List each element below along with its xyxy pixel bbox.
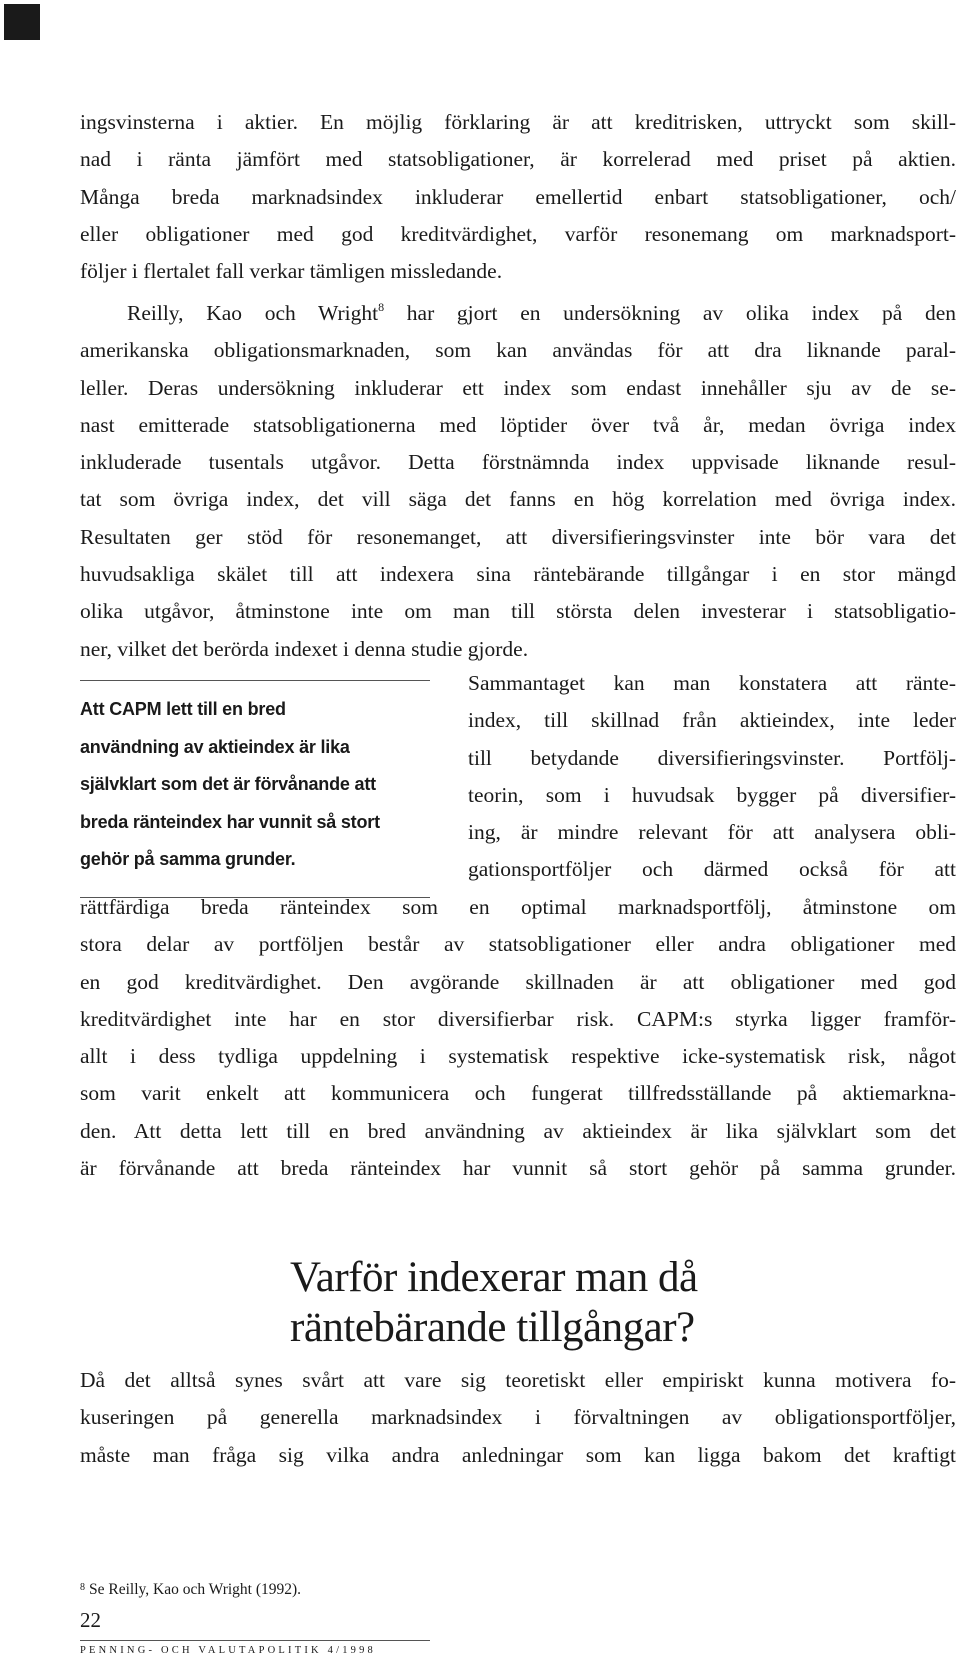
footnote-reference: 8 bbox=[378, 300, 385, 314]
text-line: Då det alltså synes svårt att vare sig teoretiskt eller empiriskt kunna motivera fo- bbox=[80, 1368, 956, 1392]
text-line: den. Att detta lett till en bred användning av aktieindex är lika självklart som det bbox=[80, 1118, 956, 1143]
text-line: rättfärdiga breda ränteindex som en optimal marknadsportfölj, åtminstone om bbox=[80, 895, 956, 919]
pull-quote-line: gehör på samma grunder. bbox=[80, 849, 296, 869]
running-footer: PENNING- OCH VALUTAPOLITIK 4/1998 bbox=[80, 1645, 376, 1656]
page-number: 22 bbox=[80, 1608, 101, 1632]
text-line: amerikanska obligationsmarknaden, som kan användas för att dra liknande paral- bbox=[80, 338, 956, 363]
citation-text: Reilly, Kao och Wright bbox=[127, 301, 379, 325]
text-line: huvudsakliga skälet till att indexera sina räntebärande tillgångar i en stor mängd bbox=[80, 562, 956, 587]
text-line: index, till skillnad från aktieindex, inte leder bbox=[468, 708, 956, 733]
text-line: leller. Deras undersökning inkluderar ett index som endast innehåller sju av de se- bbox=[80, 375, 956, 400]
text-line: nast emitterade statsobligationerna med löptider över två år, medan övriga index bbox=[80, 412, 956, 437]
section-heading bbox=[290, 1253, 930, 1353]
text-line bbox=[80, 295, 956, 332]
corner-registration-mark bbox=[4, 4, 40, 40]
text-line: eller obligationer med god kreditvärdighet, varför resonemang om marknadsport- bbox=[80, 221, 956, 246]
text-fragment: har gjort en undersökning av olika index på den bbox=[384, 301, 957, 325]
text-line: Resultaten ger stöd för resonemanget, att diversifieringsvinster inte bör vara det bbox=[80, 524, 956, 549]
text-line: kreditvärdighet inte har en stor diversifierbar risk. CAPM:s styrka ligger framför- bbox=[80, 1006, 956, 1031]
footnote bbox=[80, 1578, 301, 1600]
text-line: gationsportföljer och därmed också för att bbox=[468, 857, 956, 882]
text-line: nad i ränta jämfört med statsobligationer, är korrelerad med priset på aktien. bbox=[80, 147, 956, 172]
text-line: Sammantaget kan man konstatera att ränte- bbox=[468, 671, 956, 695]
pull-quote bbox=[80, 680, 430, 898]
footnote-number: 8 bbox=[80, 1582, 85, 1593]
paragraph-1 bbox=[80, 104, 956, 290]
text-line: allt i dess tydliga uppdelning i systematisk respektive icke-systematisk risk, något bbox=[80, 1044, 956, 1069]
pull-quote-line: breda ränteindex har vunnit så stort bbox=[80, 811, 380, 832]
pull-quote-line: självklart som det är förvånande att bbox=[80, 774, 376, 794]
paragraph-4 bbox=[80, 1362, 956, 1474]
text-line: kuseringen på generella marknadsindex i förvaltningen av obligationsportföljer, bbox=[80, 1405, 956, 1430]
text-line: är förvånande att breda ränteindex har vunnit så stort gehör på samma grunder. bbox=[80, 1156, 956, 1181]
text-line: inkluderade tusentals utgåvor. Detta förstnämnda index uppvisade liknande resul- bbox=[80, 450, 956, 475]
text-line: som varit enkelt att kommunicera och fungerat tillfredsställande på aktiemarkna- bbox=[80, 1081, 956, 1106]
text-line: ingsvinsterna i aktier. En möjlig förklaring är att kreditrisken, uttryckt som skill- bbox=[80, 110, 956, 134]
text-line: måste man fråga sig vilka andra anledningar som kan ligga bakom det kraftigt bbox=[80, 1442, 956, 1467]
heading-line: räntebärande tillgångar? bbox=[290, 1304, 695, 1351]
footnote-text: Se Reilly, Kao och Wright (1992). bbox=[89, 1581, 302, 1598]
text-line: en god kreditvärdighet. Den avgörande skillnaden är att obligationer med god bbox=[80, 969, 956, 994]
paragraph-2 bbox=[80, 295, 956, 668]
text-line: tat som övriga index, det vill säga det fanns en hög korrelation med övriga index. bbox=[80, 487, 956, 512]
pull-quote-line: Att CAPM lett till en bred bbox=[80, 699, 286, 719]
text-line: stora delar av portföljen består av statsobligationer eller andra obligationer med bbox=[80, 932, 956, 957]
text-line: olika utgåvor, åtminstone inte om man till största delen investerar i statsobligatio- bbox=[80, 599, 956, 624]
text-line: till betydande diversifieringsvinster. Portfölj- bbox=[468, 745, 956, 770]
paragraph-3-wrapped bbox=[468, 665, 956, 889]
text-line: ner, vilket det berörda indexet i denna studie gjorde. bbox=[80, 636, 529, 661]
text-line: teorin, som i huvudsak bygger på diversifier- bbox=[468, 782, 956, 807]
text-line: följer i flertalet fall verkar tämligen missledande. bbox=[80, 259, 503, 284]
paragraph-3-continued bbox=[80, 889, 956, 1187]
pull-quote-line: användning av aktieindex är lika bbox=[80, 736, 350, 757]
heading-line: Varför indexerar man då bbox=[290, 1254, 698, 1301]
text-line: ing, är mindre relevant för att analysera obli- bbox=[468, 820, 956, 845]
footer-divider bbox=[80, 1640, 430, 1641]
text-line: Många breda marknadsindex inkluderar emellertid enbart statsobligationer, och/ bbox=[80, 184, 956, 209]
